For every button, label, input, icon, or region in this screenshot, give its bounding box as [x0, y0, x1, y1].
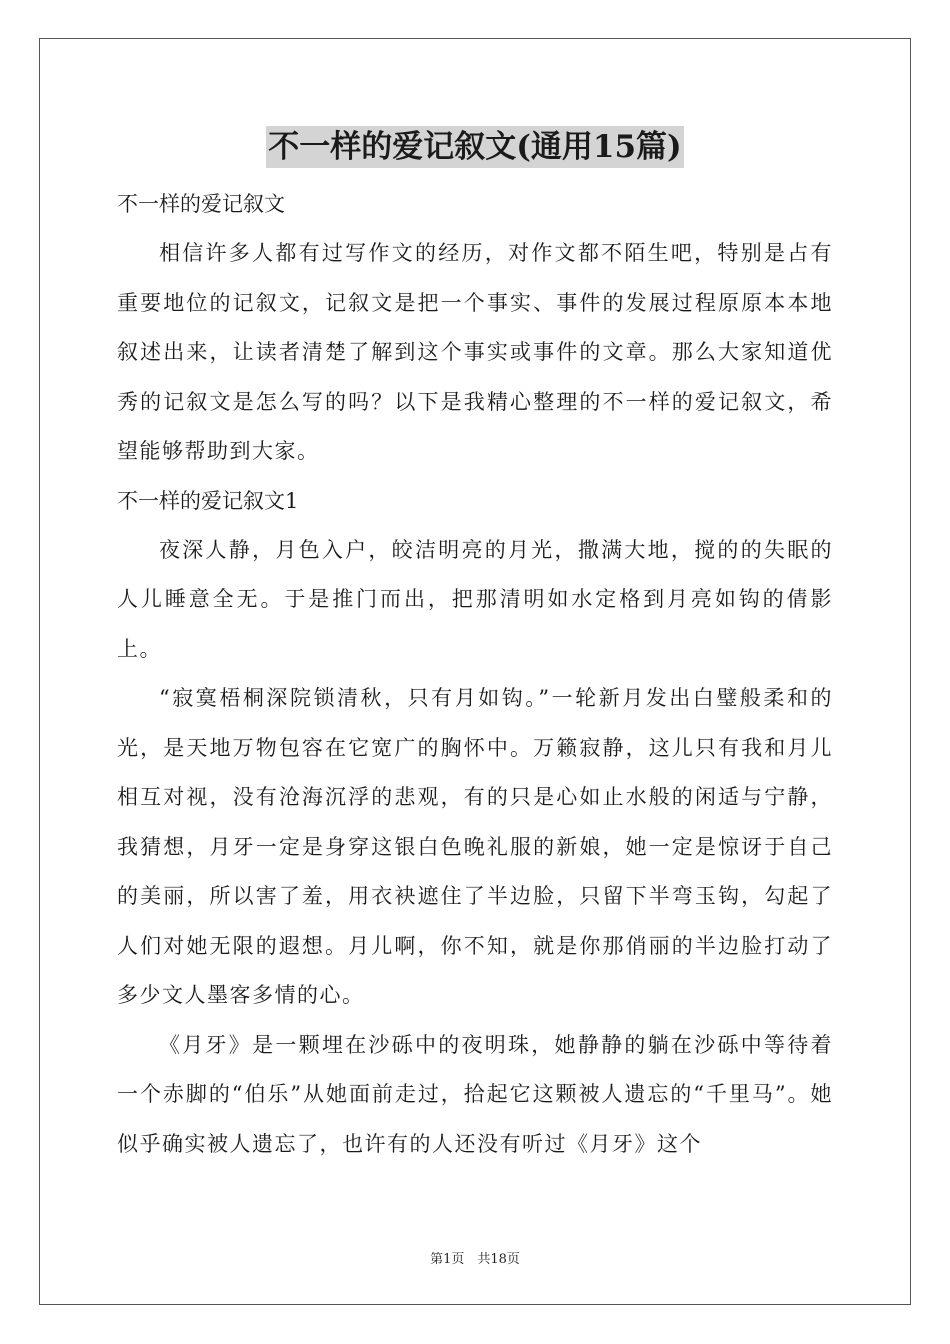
essay1-paragraph-1: 夜深人静，月色入户，皎洁明亮的月光，撒满大地，搅的的失眠的人儿睡意全无。于是推门而出，把那清明如水定格到月亮如钩的倩影上。 — [117, 537, 833, 661]
essay1-paragraph-2: “寂寞梧桐深院锁清秋，只有月如钩。”一轮新月发出白璧般柔和的光，是天地万物包容在它宽广的胸怀中。万籁寂静，这儿只有我和月儿相互对视，没有沧海沉浮的悲观，有的只是心如止水般的闲适与宁静，我猜想，月牙一定是身穿这银白色晚礼服的新娘，她一定是惊讶于自己的美丽，所以害了羞，用衣袂遮住了半边脸，只留下半弯玉钩，勾起了人们对她无限的遐想。月儿啊，你不知，就是你那俏丽的半边脸打动了多少文人墨客多情的心。 — [117, 686, 833, 1007]
title-container — [117, 126, 833, 168]
section-heading: 不一样的爱记叙文 — [117, 192, 285, 216]
document-title: 不一样的爱记叙文(通用15篇) — [266, 126, 683, 168]
essay1-heading: 不一样的爱记叙文1 — [117, 488, 299, 513]
page-footer: 第1页 共18页 — [430, 1252, 520, 1267]
intro-paragraph: 相信许多人都有过写作文的经历，对作文都不陌生吧，特别是占有重要地位的记叙文，记叙文是把一个事实、事件的发展过程原原本本地叙述出来，让读者清楚了解到这个事实或事件的文章。那么大家知道优秀的记叙文是怎么写的吗？以下是我精心整理的不一样的爱记叙文，希望能够帮助到大家。 — [117, 241, 833, 463]
document-body — [117, 126, 833, 1169]
essay1-paragraph-3: 《月牙》是一颗埋在沙砾中的夜明珠，她静静的躺在沙砾中等待着一个赤脚的“伯乐”从她面前走过，拾起它这颗被人遗忘的“千里马”。她似乎确实被人遗忘了，也许有的人还没有听过《月牙》这个 — [117, 1032, 833, 1156]
